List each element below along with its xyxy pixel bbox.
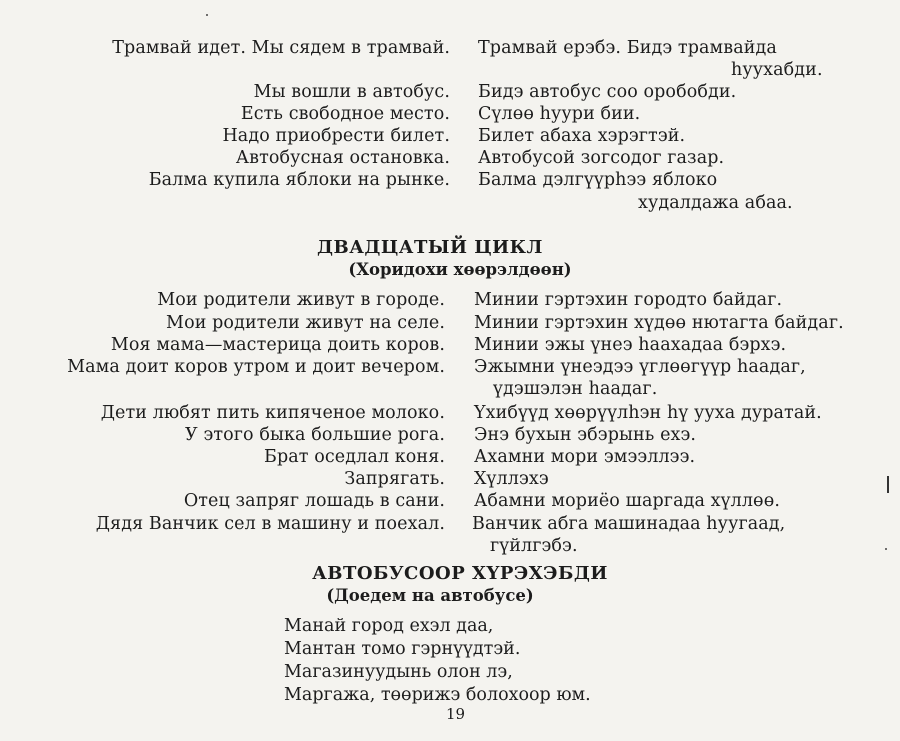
bur-line: Ахамни мори эмээллээ. <box>474 447 696 467</box>
ru-line: Запрягать. <box>344 469 445 489</box>
ru-line: Трамвай идет. Мы сядем в трамвай. <box>112 38 450 58</box>
ru-line: Мои родители живут на селе. <box>166 313 445 333</box>
section-heading: ДВАДЦАТЫЙ ЦИКЛ <box>317 237 543 258</box>
ru-line: Автобусная остановка. <box>235 148 450 168</box>
scan-mark <box>887 476 889 493</box>
ru-line: Мама доит коров утром и доит вечером. <box>67 357 445 377</box>
bur-line: Трамвай ерэбэ. Бидэ трамвайда <box>478 38 777 58</box>
bur-line: Хүллэхэ <box>474 469 549 489</box>
bur-line: Минии эжы үнеэ һаахадаа бэрхэ. <box>474 335 787 355</box>
scan-dot <box>206 14 208 16</box>
ru-line: Надо приобрести билет. <box>222 126 450 146</box>
section-subheading: (Доедем на автобусе) <box>326 586 534 605</box>
poem-line: Манай город ехэл даа, <box>284 616 494 636</box>
ru-line: Балма купила яблоки на рынке. <box>148 170 450 190</box>
bur-line: Балма дэлгүүрһээ яблоко <box>478 170 718 190</box>
bur-line: Бидэ автобус соо оробобди. <box>478 82 737 102</box>
scan-dot <box>885 548 887 550</box>
bur-line: Минии гэртэхин хүдөө нютагта байдаг. <box>474 313 844 333</box>
bur-line: Эжымни үнеэдээ үглөөгүүр һаадаг, <box>474 357 806 377</box>
bur-line: Билет абаха хэрэгтэй. <box>478 126 686 146</box>
ru-line: Мои родители живут в городе. <box>157 290 445 310</box>
bur-line: Ванчик абга машинадаа һуугаад, <box>472 514 786 534</box>
bur-line: Автобусой зогсодог газар. <box>478 148 725 168</box>
ru-line: Дети любят пить кипяченое молоко. <box>100 403 445 423</box>
section-subheading: (Хоридохи хөөрэлдөөн) <box>348 260 572 279</box>
bur-line: Минии гэртэхин городто байдаг. <box>474 290 783 310</box>
ru-line: Моя мама—мастерица доить коров. <box>110 335 445 355</box>
poem-line: Маргажа, төөрижэ болохоор юм. <box>284 685 591 705</box>
bur-line: Сүлөө һуури бии. <box>478 104 641 124</box>
ru-line: Дядя Ванчик сел в машину и поехал. <box>95 514 445 534</box>
bur-line-cont: һуухабди. <box>731 60 823 80</box>
ru-line: Отец запряг лошадь в сани. <box>183 491 445 511</box>
section-heading: АВТОБУСООР ХҮРЭХЭБДИ <box>312 563 608 584</box>
bur-line: Энэ бухын эбэрынь ехэ. <box>474 425 697 445</box>
ru-line: Есть свободное место. <box>240 104 450 124</box>
bur-line: Үхибүүд хөөрүүлһэн һү ууха дуратай. <box>474 403 822 423</box>
bur-line-cont: худалдажа абаа. <box>638 193 793 213</box>
ru-line: Брат оседлал коня. <box>264 447 445 467</box>
ru-line: Мы вошли в автобус. <box>253 82 450 102</box>
bur-line: Абамни мориёо шаргада хүллөө. <box>474 491 780 511</box>
bur-line-cont: гүйлгэбэ. <box>490 536 578 556</box>
page-number: 19 <box>446 705 466 723</box>
poem-line: Магазинуудынь олон лэ, <box>284 662 513 682</box>
bur-line-cont: үдэшэлэн һаадаг. <box>493 379 658 399</box>
poem-line: Мантан томо гэрнүүдтэй. <box>284 639 521 659</box>
ru-line: У этого быка большие рога. <box>185 425 445 445</box>
